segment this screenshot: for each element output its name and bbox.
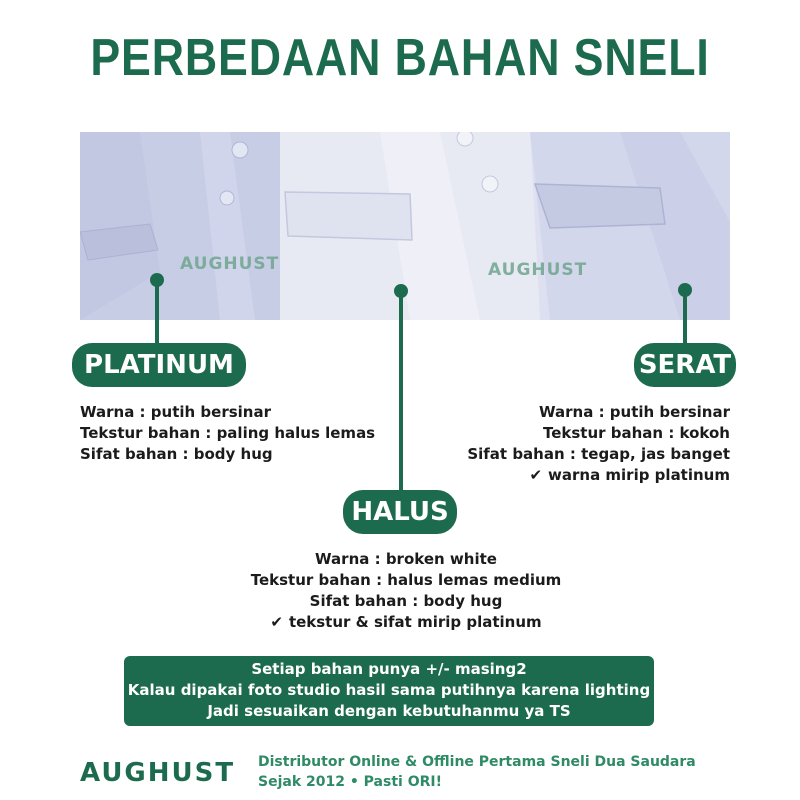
banner-line-2: Kalau dipakai foto studio hasil sama putihnya karena lighting <box>127 681 651 699</box>
info-banner <box>124 656 654 726</box>
footer-line-2: Sejak 2012 • Pasti ORI! <box>258 774 442 790</box>
serat-spec-sifat: Sifat bahan : tegap, jas banget <box>467 445 730 463</box>
halus-note: tekstur & sifat mirip platinum <box>288 613 542 631</box>
halus-note-row <box>0 612 800 633</box>
halus-label: HALUS <box>343 490 457 534</box>
brand-logo: AUGHUST <box>80 758 236 788</box>
halus-specs <box>0 549 800 633</box>
halus-spec-tekstur: Tekstur bahan : halus lemas medium <box>250 571 562 589</box>
serat-spec-warna: Warna : putih bersinar <box>539 403 730 421</box>
platinum-spec-sifat: Sifat bahan : body hug <box>80 445 273 463</box>
banner-line-3: Jadi sesuaikan dengan kebutuhanmu ya TS <box>207 702 571 720</box>
halus-spec-warna: Warna : broken white <box>315 550 497 568</box>
serat-connector-line <box>683 290 687 346</box>
platinum-spec-warna: Warna : putih bersinar <box>80 403 271 421</box>
watermark-right: AUGHUST <box>488 260 588 280</box>
platinum-connector-line <box>155 280 159 346</box>
serat-specs <box>467 402 730 486</box>
serat-note-row <box>467 465 730 486</box>
checkmark-icon: ✔ <box>270 613 283 631</box>
footer-tagline <box>258 752 696 792</box>
watermark-left: AUGHUST <box>180 254 280 274</box>
halus-spec-sifat: Sifat bahan : body hug <box>309 592 503 610</box>
serat-spec-tekstur: Tekstur bahan : kokoh <box>542 424 730 442</box>
serat-label: SERAT <box>634 343 736 387</box>
platinum-spec-tekstur: Tekstur bahan : paling halus lemas <box>80 424 376 442</box>
footer-line-1: Distributor Online & Offline Pertama Sneli Dua Saudara <box>258 754 696 770</box>
platinum-specs <box>80 402 375 465</box>
serat-note: warna mirip platinum <box>548 466 730 484</box>
checkmark-icon: ✔ <box>529 466 543 484</box>
banner-line-1: Setiap bahan punya +/- masing2 <box>251 660 527 678</box>
platinum-label: PLATINUM <box>72 343 246 387</box>
page-title: PERBEDAAN BAHAN SNELI <box>90 29 710 87</box>
halus-connector-line <box>399 290 403 490</box>
